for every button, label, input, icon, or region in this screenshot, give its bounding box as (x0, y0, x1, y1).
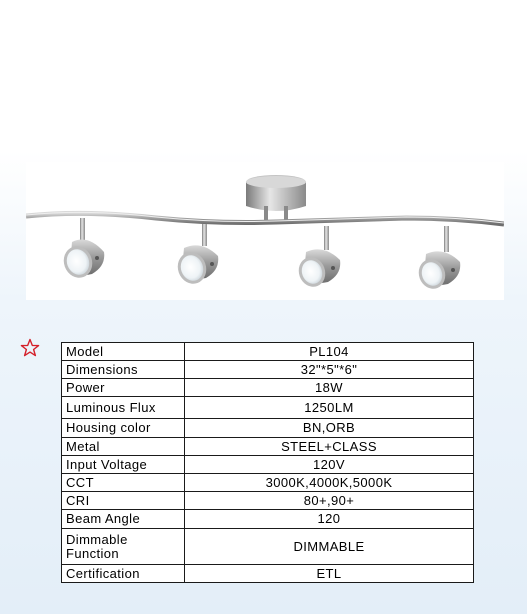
spec-value: PL104 (185, 343, 474, 361)
spec-row-housing-color (62, 419, 474, 438)
track-light-fixture-illustration (26, 162, 504, 300)
spec-label: Beam Angle (62, 510, 185, 529)
spec-row-power (62, 379, 474, 397)
spec-label: Model (62, 343, 185, 361)
spec-value: BN,ORB (185, 419, 474, 438)
spec-row-metal (62, 438, 474, 456)
spec-label: CRI (62, 492, 185, 510)
spec-label: Luminous Flux (62, 397, 185, 419)
spec-value: ETL (185, 565, 474, 583)
spec-value: 32"*5"*6" (185, 361, 474, 379)
spec-table (61, 342, 474, 583)
product-photo (26, 162, 504, 300)
spec-row-model (62, 343, 474, 361)
spec-value: 120V (185, 456, 474, 474)
spec-row-input-voltage (62, 456, 474, 474)
spec-row-cri (62, 492, 474, 510)
spec-row-cct (62, 474, 474, 492)
spec-value: DIMMABLE (185, 529, 474, 565)
spec-value: 1250LM (185, 397, 474, 419)
spec-row-certification (62, 565, 474, 583)
spec-value: 18W (185, 379, 474, 397)
spec-row-dimmable-function (62, 529, 474, 565)
spec-value: 120 (185, 510, 474, 529)
spec-value: 80+,90+ (185, 492, 474, 510)
spec-row-dimensions (62, 361, 474, 379)
spec-value: 3000K,4000K,5000K (185, 474, 474, 492)
spec-row-beam-angle (62, 510, 474, 529)
spec-label: Certification (62, 565, 185, 583)
spec-row-luminous-flux (62, 397, 474, 419)
spec-label: Power (62, 379, 185, 397)
spec-label: Dimmable Function (62, 529, 185, 565)
spec-label: Input Voltage (62, 456, 185, 474)
spec-label: Dimensions (62, 361, 185, 379)
spec-label: CCT (62, 474, 185, 492)
spec-label: Metal (62, 438, 185, 456)
spec-label: Housing color (62, 419, 185, 438)
star-outline-icon (20, 338, 40, 358)
spec-value: STEEL+CLASS (185, 438, 474, 456)
